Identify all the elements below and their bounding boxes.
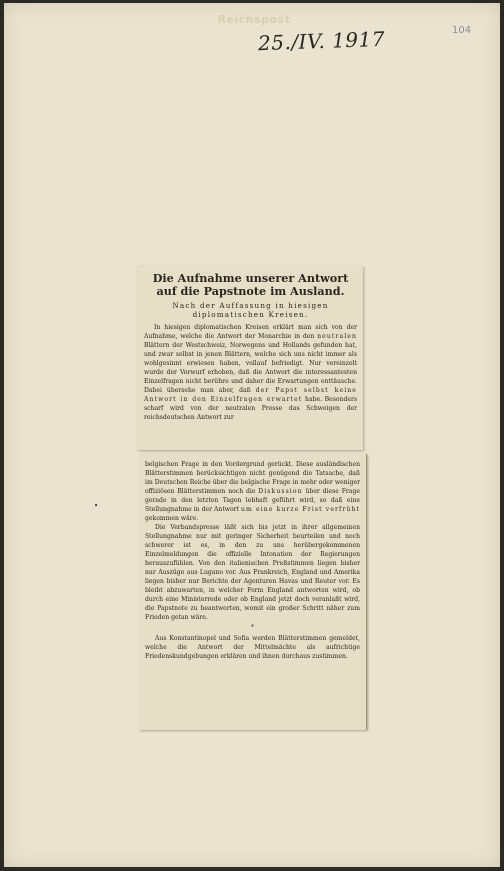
paragraph-1 (144, 323, 357, 422)
article-body-part-1 (144, 323, 357, 422)
paragraph-2-spaced-a: Diskussion (258, 488, 303, 495)
headline-line-2: auf die Papstnote im Ausland. (156, 284, 345, 298)
ink-dot: • (94, 502, 99, 510)
paragraph-1-spaced-b: der Papst selbst keine Antwort in den Einzelfragen erwartet (144, 387, 358, 403)
paragraph-1-text-a: In hiesigen diplomatischen Kreisen erklärt man sich von der Aufnahme, welche die Antwort der Monarchie in den (144, 324, 357, 340)
page-number: 104 (452, 25, 472, 36)
clipping-top (137, 266, 363, 450)
paragraph-1-spaced-a: neutralen (317, 333, 357, 340)
article-headline (144, 272, 357, 298)
paragraph-3: Die Verbandspresse läßt sich bis jetzt in ihrer allgemeinen Stellungnahme nur mit geringer Sicherheit beurteilen und noch schwerer ist es, in den zu uns herübergekommenen Einzelmeldungen die offizielle Intonation der Regierungen herauszufühlen. Von den italienischen Preßstimmen liegen bisher nur Auszüge aus Lugano vor. Aus Frankreich, England und Amerika liegen bisher nur Berichte der Agenturen Havas und Reuter vor. Es bleibt abzuwarten, in welcher Form England antworten wird, ob durch eine Ministerrede oder ob England jetzt doch veranlaßt wird, die Papstnote zu beantworten, womit ein großer Schritt näher zum Frieden getan wäre. (145, 524, 360, 621)
clipping-bottom (139, 454, 367, 730)
paragraph-2-text-a: belgischen Frage in den Vordergrund gerückt. Diese ausländischen Blätterstimmen berücksichtigen nicht genügend die Tatsache, daß im Deutschen Reiche über die belgische Frage in mehr oder weniger offiziösen Blätterstimmen noch die (145, 461, 360, 495)
paragraph-2 (145, 460, 360, 523)
paragraph-2-spaced-b: um eine kurze Frist verfrüht (241, 506, 361, 513)
paragraph-2-text-b: über diese Frage gerade in den letzten Tagen lebhaft geführt wird, so daß eine Stellungnahme in der Antwort (145, 488, 360, 513)
paragraph-2-text-c: gekommen wäre. (145, 515, 199, 522)
article-body-part-2 (145, 460, 360, 661)
paragraph-1-text-b: Blättern der Westschweiz, Norwegens und Hollands gefunden hat, und zwar selbst in jenen Blättern, welche sich uns nicht immer als wohlgesinnt erwiesen haben, vollauf befriedigt. Nur vereinzelt wurde der Vorwurf erhoben, daß die Antwort die interessantesten Einzelfragen nicht berühre und daher die Erwartungen enttäusche. Dabei übersehe man aber, daß (144, 342, 357, 394)
newspaper-stamp: Reichspost (217, 13, 291, 26)
headline-line-1: Die Aufnahme unserer Antwort (152, 271, 349, 285)
subhead-line-1: Nach der Auffassung in hiesigen (172, 301, 329, 310)
subhead-line-2: diplomatischen Kreisen. (192, 310, 309, 319)
article-subhead (144, 301, 357, 319)
paragraph-1-text-c: habe. Besonders scharf wird von der neutralen Presse das Schweigen der reichsdeutschen Antwort zur (144, 396, 358, 421)
paragraph-4: Aus Konstantinopel und Sofia werden Blätterstimmen gemeldet, welche die Antwort der Mittelmächte als aufrichtige Friedenskundgebungen erklären und ihnen durchaus zustimmen. (145, 635, 360, 660)
section-separator: * (251, 624, 254, 631)
handwritten-date: 25./IV. 1917 (257, 26, 386, 56)
